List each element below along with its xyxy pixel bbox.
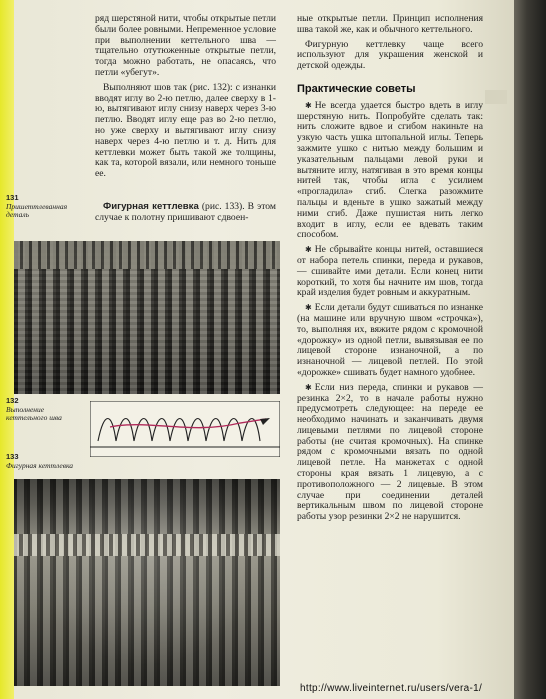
diagram-kettle-seam — [90, 401, 280, 457]
caption-133-text: Фигурная кеттлевка — [6, 460, 74, 470]
caption-132-number: 132 — [6, 396, 19, 405]
page-edge-highlight — [0, 0, 14, 699]
tip-text: Не сбрывайте концы нитей, оставшиеся от набора петель спинки, переда и рукавов, — сшивайте ими детали. Если конец нити короткий, то хотя бы начните им шов, тогда край изделия будет ровным и аккуратным. — [297, 244, 483, 299]
tip-text: Если детали будут сшиваться по изнанке (на машине или вручную швом «строчка»), то, выполняя их, вяжите рядом с кромочной «дорожку» из одной петли, вывязывая ее по лицевой стороне изнаночной, а по изнаночной — лицевой петлей. По этой «дорожке» сшивать будет намного удобнее. — [297, 302, 483, 378]
paragraph-principle: ные открытые петли. Принцип исполнения шва такой же, как и обычного кеттельного. — [297, 13, 483, 35]
photo-looped-edge — [14, 534, 280, 556]
term-figured-kettle: Фигурная кеттлевка — [103, 200, 199, 212]
star-bullet-icon: ✱ — [305, 382, 312, 392]
photo-figured-kettle-edge — [14, 479, 280, 686]
caption-133 — [6, 453, 86, 470]
tip-text: Если низ переда, спинки и рукавов — резинка 2×2, то в начале работы нужно предусмотреть следующее: на переде ее необходимо начинать и заканчивать двумя лицевыми петлями по лицевой стороне работы (не считая кромочных). На спинке рядом с кромочными вязать по одной лицевой петле. На манжетах с одной стороны края вязать 1 лицевую, а с противоположного — 2 лицевые. В этом случае при соединении деталей вертикальным швом по лицевой стороне работы узор резинки 2×2 не нарушится. — [297, 381, 483, 523]
right-text-column — [297, 14, 483, 527]
caption-131-text: Пришеттлеванная деталь — [6, 201, 68, 219]
book-binding — [514, 0, 546, 699]
side-tab-mark — [485, 90, 507, 104]
photo-knitted-rib-band — [14, 241, 280, 269]
caption-131 — [6, 194, 84, 220]
caption-133-number: 133 — [6, 452, 19, 461]
star-bullet-icon: ✱ — [305, 100, 312, 110]
tip-item — [297, 101, 483, 241]
source-url-watermark: http://www.liveinternet.ru/users/vera-1/ — [300, 683, 483, 694]
paragraph-usage: Фигурную кеттлевку чаще всего используют для украшения женской и детской одежды. — [297, 38, 483, 72]
section-heading-practical-tips: Практические советы — [297, 82, 416, 95]
caption-132 — [6, 397, 76, 423]
tip-text: Не всегда удается быстро вдеть в иглу шерстяную нить. Попробуйте сделать так: нить сложите вдвое и сгибом накиньте на узкую часть ушка штопальной иглы. Теперь зажмите ушко с нитью между большим и указательным пальцами левой руки и вытяните иглу, натягивая в это время концы нитей так, чтобы игла с усилием «прогладила» сгиб. Слегка разожмите пальцы и вденьте в ушко зажатый между ними сгиб. Даже пушистая нить легко входит в иглу, если ее вдевать таким способом. — [297, 99, 483, 241]
paragraph-figured-kettle-text: (рис. 133). В этом случае к полотну пришивают сдвоен- — [95, 200, 276, 223]
caption-131-number: 131 — [6, 193, 19, 202]
paragraph-figured-kettle — [95, 202, 276, 224]
tip-item — [297, 383, 483, 523]
star-bullet-icon: ✱ — [305, 245, 312, 255]
photo-knitted-detail — [14, 241, 280, 394]
left-text-column — [95, 14, 276, 228]
tip-item — [297, 303, 483, 379]
paragraph-seam-method: Выполняют шов так (рис. 132): с изнанки вводят иглу во 2-ю петлю, далее сверху в 1-ю, вытягивают иглу снизу наверх через 3-ю петлю. Вводят иглу еще раз во 2-ю петлю, но уже сверху и вытягивают иглу снизу наверх через 4-ю петлю и т. д. Нить для кеттлевки может быть такой же толщины, как та, которой вязали, или немного тоньше ее. — [95, 81, 276, 180]
paragraph-intro: ряд шерстяной нити, чтобы открытые петли были более ровными. Непременное условие при выполнении кеттельного шва — тщательно отутюженные открытые петли, тогда можно работать, не опасаясь, что петли «убегут». — [95, 13, 276, 78]
star-bullet-icon: ✱ — [305, 303, 312, 313]
tip-item — [297, 245, 483, 299]
caption-132-text: Выполнение кеттельного шва — [6, 404, 62, 422]
